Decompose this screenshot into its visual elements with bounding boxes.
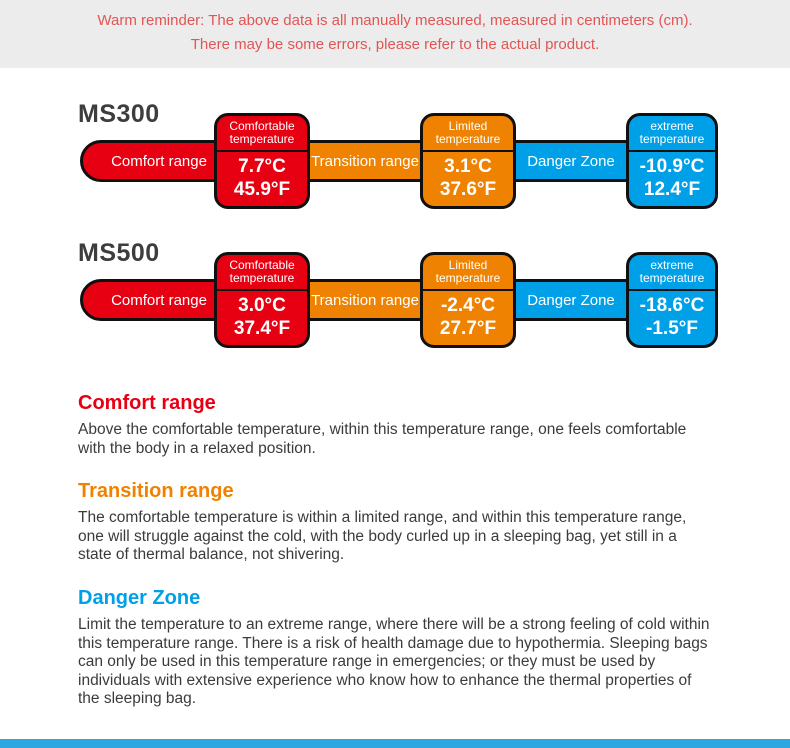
temperature-rating-diagrams (0, 68, 790, 350)
model-row (0, 100, 790, 211)
celsius-value: 7.7°C (238, 156, 286, 178)
model-row (0, 239, 790, 350)
comfort-range-section (78, 392, 712, 458)
temperature-scale-bar (80, 111, 790, 211)
temperature-box-label-line1: extreme (650, 258, 694, 272)
comfort-range-segment-label: Comfort range (111, 291, 207, 309)
extreme-temperature-box-label (629, 255, 715, 291)
danger-zone-section (78, 587, 712, 709)
temperature-scale-bar (80, 250, 790, 350)
comfortable-temperature-box (214, 252, 310, 348)
limited-temperature-box (420, 252, 516, 348)
temperature-box-label-line1: Limited (448, 258, 488, 272)
fahrenheit-value: 27.7°F (439, 317, 497, 339)
limited-temperature-box (420, 113, 516, 209)
transition-range-section (78, 480, 712, 565)
danger-zone-heading: Danger Zone (78, 586, 201, 609)
celsius-value: -2.4°C (440, 295, 496, 317)
extreme-temperature-box-label (629, 116, 715, 152)
temperature-box-label-line1: extreme (650, 119, 694, 133)
temperature-values (629, 152, 715, 206)
comfort-range-heading: Comfort range (78, 392, 216, 414)
bottom-accent-bar (0, 739, 790, 748)
fahrenheit-value: 37.4°F (233, 317, 291, 339)
celsius-value: 3.0°C (238, 295, 286, 317)
danger-zone-segment-label: Danger Zone (527, 152, 615, 170)
transition-range-segment-label: Transition range (311, 291, 419, 309)
temperature-box-label-line2: temperature (229, 132, 295, 147)
comfort-range-description: Above the comfortable temperature, within this temperature range, one feels comfortable with the body in a relaxed position. (78, 421, 687, 457)
celsius-value: -10.9°C (639, 156, 705, 178)
danger-zone-description: Limit the temperature to an extreme range, where there will be a strong feeling of cold within this temperature range. There is a risk of health damage due to hypothermia. Sleeping bags can only be used in this temperature range in emergencies; or they must be used by individuals with extensive experience who know how to enhance the thermal properties of the sleeping bag. (78, 615, 710, 708)
temperature-values (217, 152, 307, 206)
extreme-temperature-box (626, 113, 718, 209)
temperature-values (629, 291, 715, 345)
celsius-value: -18.6°C (639, 295, 705, 317)
transition-range-heading: Transition range (78, 480, 234, 503)
temperature-box-label-line2: temperature (435, 132, 501, 147)
comfortable-temperature-box (214, 113, 310, 209)
temperature-values (423, 291, 513, 345)
danger-zone-segment-label: Danger Zone (527, 291, 615, 309)
temperature-box-label-line2: temperature (639, 271, 705, 286)
warm-reminder-line2: There may be some errors, please refer to the actual product. (190, 36, 600, 53)
temperature-box-label-line2: temperature (435, 271, 501, 286)
temperature-box-label-line2: temperature (639, 132, 705, 147)
transition-range-segment-label: Transition range (311, 152, 419, 170)
warm-reminder-banner (0, 0, 790, 68)
temperature-values (217, 291, 307, 345)
range-descriptions (0, 378, 790, 709)
model-name: MS300 (78, 100, 160, 128)
limited-temperature-box-label (423, 116, 513, 152)
comfortable-temperature-box-label (217, 255, 307, 291)
fahrenheit-value: 37.6°F (439, 178, 497, 200)
fahrenheit-value: 45.9°F (233, 178, 291, 200)
celsius-value: 3.1°C (444, 156, 492, 178)
extreme-temperature-box (626, 252, 718, 348)
fahrenheit-value: 12.4°F (643, 178, 701, 200)
temperature-values (423, 152, 513, 206)
temperature-box-label-line1: Limited (448, 119, 488, 133)
fahrenheit-value: -1.5°F (646, 317, 698, 339)
model-name: MS500 (78, 239, 160, 267)
comfort-range-segment-label: Comfort range (111, 152, 207, 170)
comfortable-temperature-box-label (217, 116, 307, 152)
temperature-box-label-line1: Comfortable (229, 258, 295, 272)
limited-temperature-box-label (423, 255, 513, 291)
temperature-box-label-line1: Comfortable (229, 119, 295, 133)
warm-reminder-line1: Warm reminder: The above data is all manually measured, measured in centimeters (cm). (97, 12, 693, 29)
transition-range-description: The comfortable temperature is within a limited range, and within this temperature range, one will struggle against the cold, with the body curled up in a sleeping bag, yet still in a state of thermal balance, not shivering. (78, 509, 687, 564)
temperature-box-label-line2: temperature (229, 271, 295, 286)
